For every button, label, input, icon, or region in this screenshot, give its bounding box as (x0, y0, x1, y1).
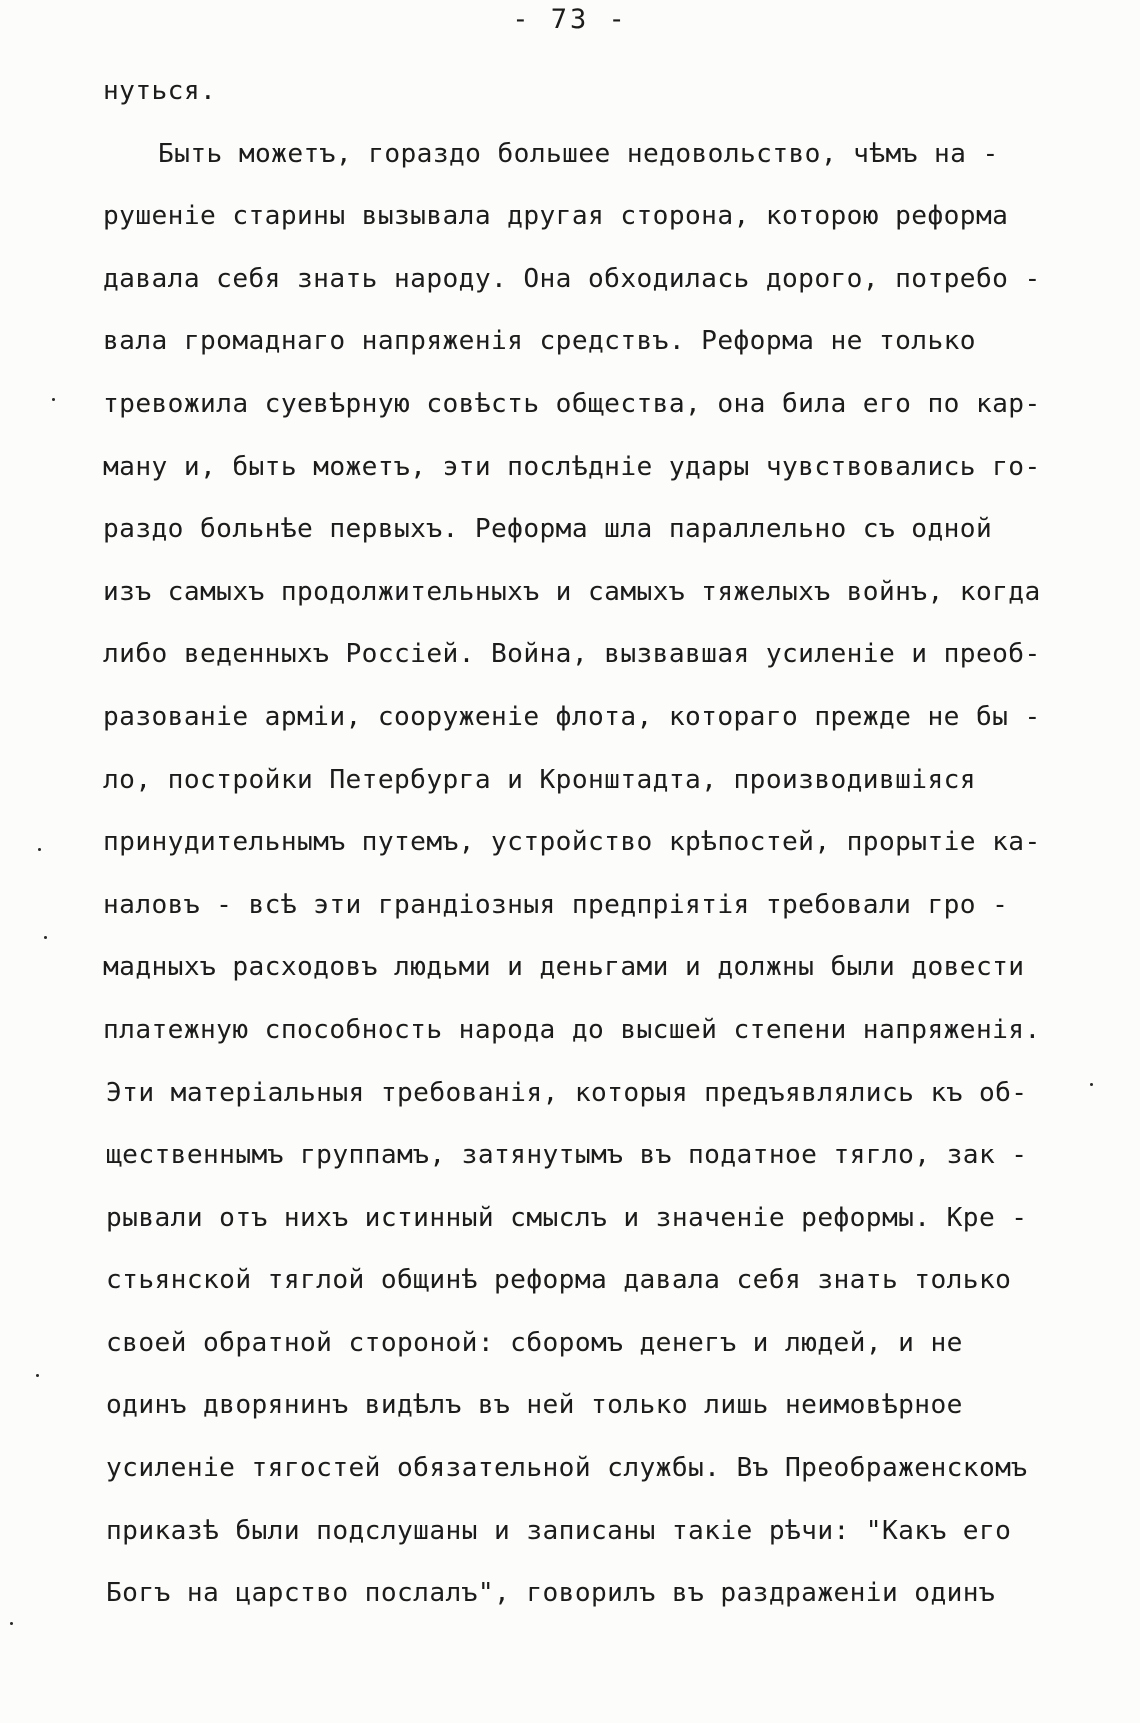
text-line: Богъ на царство послалъ", говорилъ въ раздраженіи одинъ (106, 1578, 996, 1609)
text-line: своей обратной стороной: сборомъ денегъ и людей, и не (106, 1327, 963, 1358)
scan-speck (36, 1374, 39, 1377)
text-line: Эти матеріальныя требованія, которыя предъявлялись къ об- (106, 1077, 1028, 1108)
text-line: ману и, быть можетъ, эти послѣдніе удары чувствовались го- (103, 451, 1041, 482)
text-line: приказѣ были подслушаны и записаны такіе рѣчи: "Какъ его (106, 1515, 1012, 1546)
text-line: тревожила суевѣрную совѣсть общества, она била его по кар- (103, 388, 1041, 419)
text-line: ло, постройки Петербурга и Кронштадта, производившіяся (103, 764, 976, 795)
text-line: давала себя знать народу. Она обходилась дорого, потребо - (103, 263, 1041, 294)
text-line: усиленіе тягостей обязательной службы. Въ Преображенскомъ (106, 1453, 1028, 1484)
scan-speck (10, 1622, 13, 1625)
text-line: нуться. (103, 76, 217, 106)
text-line: Быть можетъ, гораздо большее недовольство, чѣмъ на - (158, 138, 999, 169)
text-line: рывали отъ нихъ истинный смыслъ и значеніе реформы. Кре - (106, 1202, 1028, 1233)
page-number: - 73 - (512, 4, 628, 35)
scan-speck (1090, 1083, 1093, 1086)
text-line: рушеніе старины вызывала другая сторона, которою реформа (103, 201, 1009, 232)
text-line: стьянской тяглой общинѣ реформа давала себя знать только (106, 1265, 1012, 1296)
text-line: наловъ - всѣ эти грандіозныя предпріятія требовали гро - (103, 889, 1009, 920)
text-line: одинъ дворянинъ видѣлъ въ ней только лишь неимовѣрное (106, 1390, 963, 1421)
scan-speck (44, 936, 47, 939)
text-line: вала громаднаго напряженія средствъ. Реформа не только (103, 326, 976, 357)
text-line: платежную способность народа до высшей степени напряженія. (103, 1014, 1041, 1045)
text-line: либо веденныхъ Россіей. Война, вызвавшая усиленіе и преоб- (103, 639, 1041, 670)
body-text (103, 60, 1108, 1625)
text-line: мадныхъ расходовъ людьми и деньгами и должны были довести (103, 952, 1025, 983)
scan-speck (38, 848, 41, 851)
scan-speck (52, 398, 55, 401)
text-line: принудительнымъ путемъ, устройство крѣпостей, прорытіе ка- (103, 827, 1041, 858)
text-line: изъ самыхъ продолжительныхъ и самыхъ тяжелыхъ войнъ, когда (103, 576, 1041, 607)
text-line: разованіе арміи, сооруженіе флота, котораго прежде не бы - (103, 701, 1041, 732)
text-line: щественнымъ группамъ, затянутымъ въ податное тягло, зак - (106, 1140, 1028, 1171)
text-line: раздо больнѣе первыхъ. Реформа шла параллельно съ одной (103, 514, 993, 545)
